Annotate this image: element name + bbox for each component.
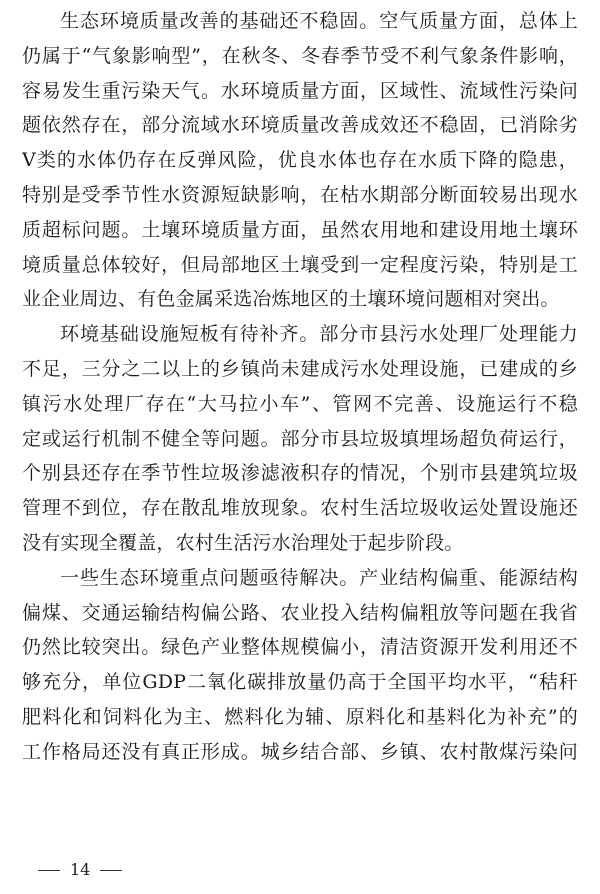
paragraph-2-line: 镇污水处理厂存在“大马拉小车”、管网不完善、设施运行不稳 — [22, 392, 578, 415]
paragraph-1-line: 质超标问题。土壤环境质量方面，虽然农用地和建设用地土壤环 — [22, 218, 578, 241]
paragraph-3-line: 仍然比较突出。绿色产业整体规模偏小，清洁资源开发利用还不 — [22, 636, 578, 659]
paragraph-3-line: 偏煤、交通运输结构偏公路、农业投入结构偏粗放等问题在我省 — [22, 601, 578, 624]
footer-dash-right — [100, 870, 122, 871]
paragraph-3-line: 够充分，单位GDP二氧化碳排放量仍高于全国平均水平，“秸秆 — [22, 671, 578, 694]
paragraph-1-line: 特别是受季节性水资源短缺影响，在枯水期部分断面较易出现水 — [22, 184, 578, 206]
paragraph-1-line: 业企业周边、有色金属采选冶炼地区的土壤环境问题相对突出。 — [22, 288, 560, 311]
paragraph-1-line: 境质量总体较好，但局部地区土壤受到一定程度污染，特别是工 — [22, 253, 578, 276]
footer-dash-left — [38, 870, 60, 871]
paragraph-1-line: 容易发生重污染天气。水环境质量方面，区域性、流域性污染问 — [22, 79, 578, 102]
paragraph-1-line: 仍属于“气象影响型”，在秋冬、冬春季节受不利气象条件影响， — [22, 44, 578, 67]
paragraph-2-line: 没有实现全覆盖，农村生活污水治理处于起步阶段。 — [22, 532, 464, 554]
paragraph-1-line: Ⅴ类的水体仍存在反弹风险，优良水体也存在水质下降的隐患， — [22, 149, 578, 172]
paragraph-2-line: 定或运行机制不健全等问题。部分市县垃圾填埋场超负荷运行， — [22, 427, 578, 450]
page-number-footer — [28, 860, 132, 880]
paragraph-3-line: 肥料化和饲料化为主、燃料化为辅、原料化和基料化为补充”的 — [22, 706, 578, 728]
paragraph-2-line: 不足，三分之二以上的乡镇尚未建成污水处理设施，已建成的乡 — [22, 358, 578, 380]
paragraph-2-line: 个别县还存在季节性垃圾渗滤液积存的情况，个别市县建筑垃圾 — [22, 462, 578, 485]
paragraph-3-line: 一些生态环境重点问题亟待解决。产业结构偏重、能源结构 — [60, 566, 578, 589]
page-number: 14 — [70, 860, 91, 879]
paragraph-3-line: 工作格局还没有真正形成。城乡结合部、乡镇、农村散煤污染问 — [22, 740, 578, 763]
paragraph-2-line: 环境基础设施短板有待补齐。部分市县污水处理厂处理能力 — [60, 323, 578, 346]
paragraph-1-line: 题依然存在，部分流域水环境质量改善成效还不稳固，已消除劣 — [22, 114, 578, 137]
paragraph-1-line: 生态环境质量改善的基础还不稳固。空气质量方面，总体上 — [60, 10, 578, 32]
paragraph-2-line: 管理不到位，存在散乱堆放现象。农村生活垃圾收运处置设施还 — [22, 497, 578, 520]
